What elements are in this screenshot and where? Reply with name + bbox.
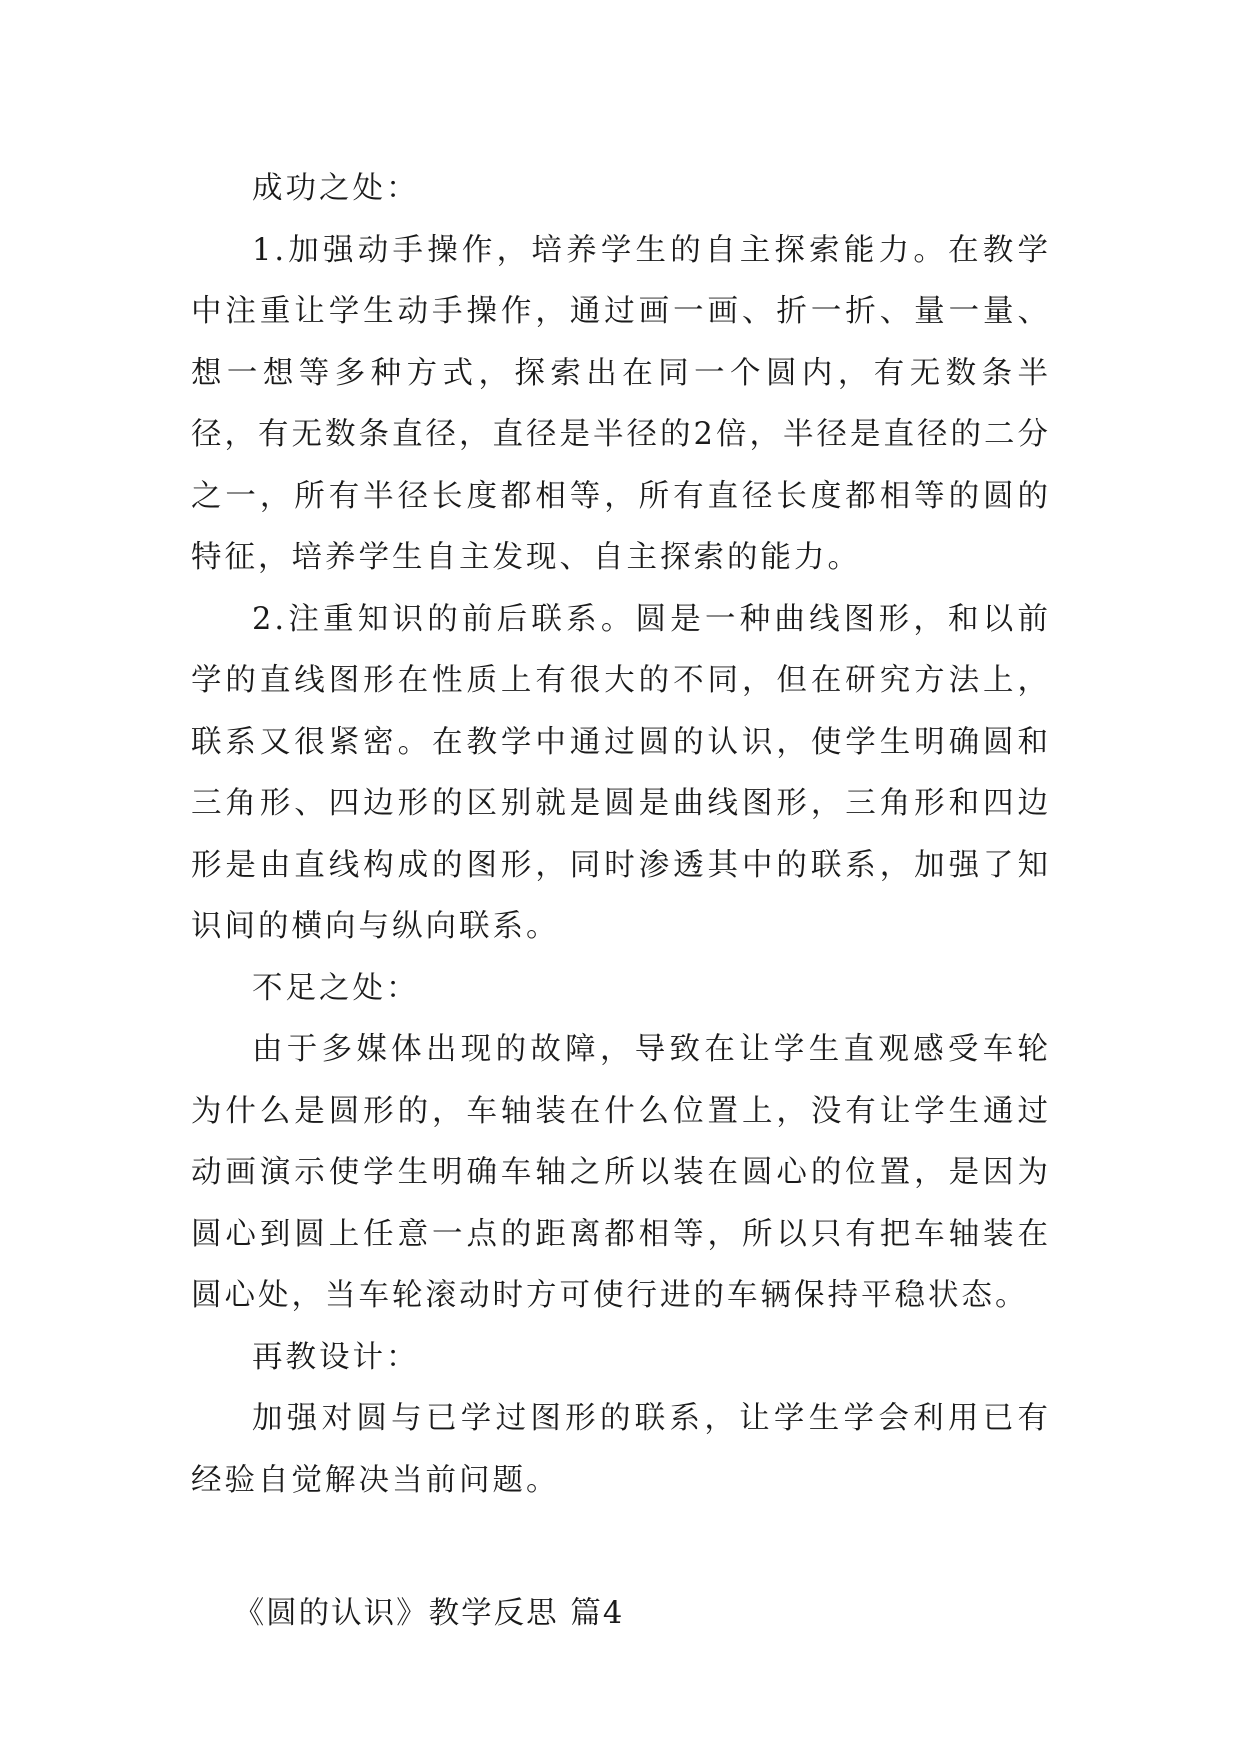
redesign-heading: 再教设计： xyxy=(252,1339,420,1375)
success-point-2: 2.注重知识的前后联系。圆是一种曲线图形，和以前学的直线图形在性质上有很大的不同，但在研究方法上，联系又很紧密。在教学中通过圆的认识，使学生明确圆和三角形、四边形的区别就是圆是曲线图形，三角形和四边形是由直线构成的图形，同时渗透其中的联系，加强了知识间的横向与纵向联系。 xyxy=(191,601,1051,944)
success-heading: 成功之处： xyxy=(252,171,420,206)
document-body xyxy=(191,158,1051,1645)
redesign-paragraph: 加强对圆与已学过图形的联系，让学生学会利用已有经验自觉解决当前问题。 xyxy=(191,1401,1051,1498)
next-section-title: 《圆的认识》教学反思 篇4 xyxy=(233,1596,625,1631)
success-point-1: 1.加强动手操作，培养学生的自主探索能力。在教学中注重让学生动手操作，通过画一画、折一折、量一量、想一想等多种方式，探索出在同一个圆内，有无数条半径，有无数条直径，直径是半径的2倍，半径是直径的二分之一，所有半径长度都相等，所有直径长度都相等的圆的特征，培养学生自主发现、自主探索的能力。 xyxy=(191,232,1051,575)
shortcoming-heading: 不足之处： xyxy=(252,970,420,1006)
shortcoming-paragraph: 由于多媒体出现的故障，导致在让学生直观感受车轮为什么是圆形的，车轴装在什么位置上，没有让学生通过动画演示使学生明确车轴之所以装在圆心的位置，是因为圆心到圆上任意一点的距离都相等，所以只有把车轴装在圆心处，当车轮滚动时方可使行进的车辆保持平稳状态。 xyxy=(191,1032,1051,1313)
